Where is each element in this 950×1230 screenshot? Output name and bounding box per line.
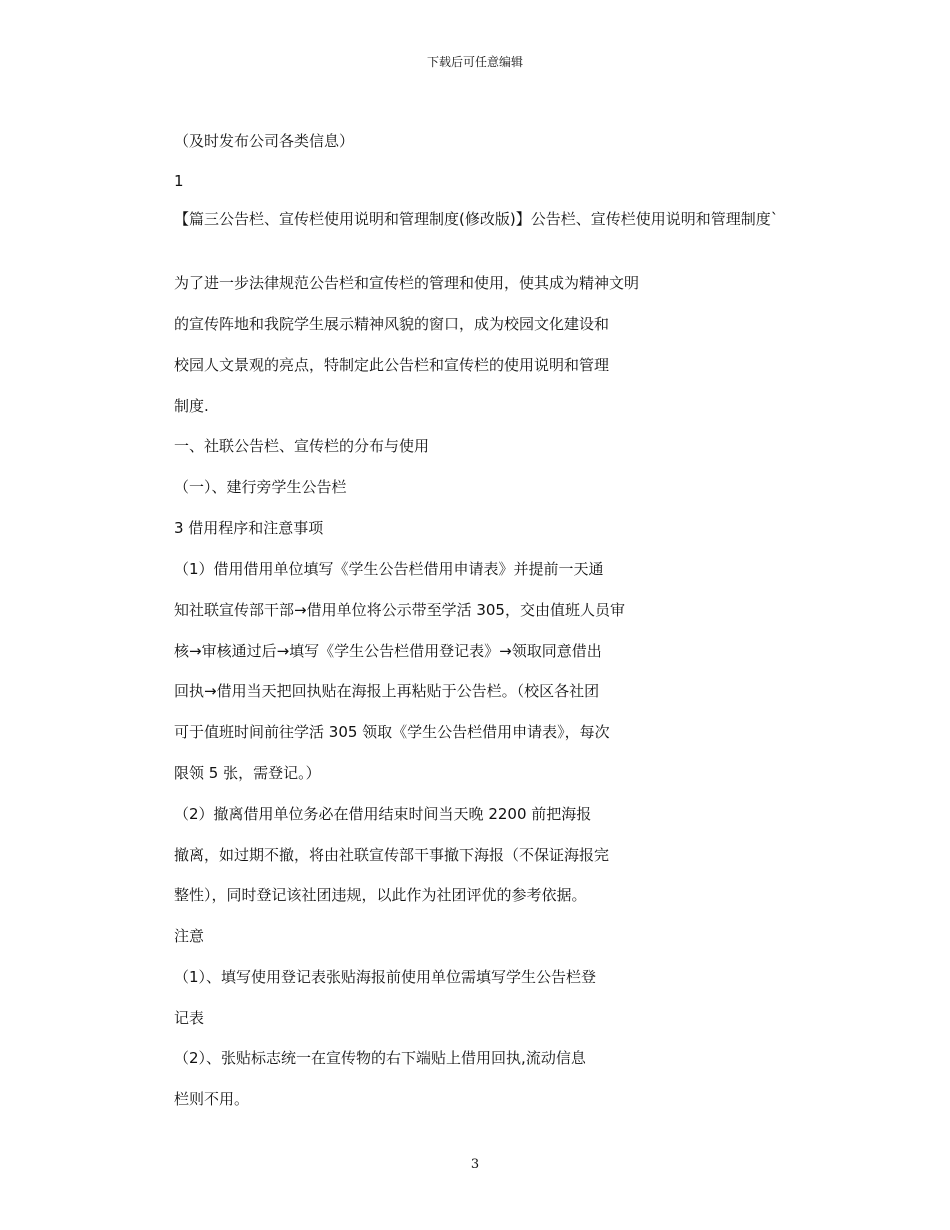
paragraph-line: 回执→借用当天把回执贴在海报上再粘贴于公告栏。（校区各社团 [174,682,600,700]
paragraph-line: 制度. [174,397,209,415]
paragraph-line: 整性），同时登记该社团违规，以此作为社团评优的参考依据。 [174,886,587,904]
paragraph-line: （1）借用借用单位填写《学生公告栏借用申请表》并提前一天通 [174,560,604,578]
paragraph-line: 校园人文景观的亮点，特制定此公告栏和宣传栏的使用说明和管理 [174,356,610,374]
paragraph-line: 栏则不用。 [174,1090,250,1108]
paragraph-line: （1）、填写使用登记表张贴海报前使用单位需填写学生公告栏登 [174,968,597,986]
paragraph-line: 可于值班时间前往学活 305 领取《学生公告栏借用申请表》，每次 [174,723,610,741]
page-number: 3 [470,1157,480,1172]
section-title: 【篇三公告栏、宣传栏使用说明和管理制度(修改版)】公告栏、宣传栏使用说明和管理制度` [174,210,779,228]
paragraph-line: 知社联宣传部干部→借用单位将公示带至学活 305，交由值班人员审 [174,601,625,619]
paragraph-line: （2）、张贴标志统一在宣传物的右下端贴上借用回执,流动信息 [174,1049,586,1067]
paragraph-line: （2）撤离借用单位务必在借用结束时间当天晚 2200 前把海报 [174,805,592,823]
paragraph-line: 记表 [174,1009,205,1027]
paragraph-line: 限领 5 张，需登记。） [174,764,321,782]
heading-line: 注意 [174,927,205,945]
heading-line: 一、社联公告栏、宣传栏的分布与使用 [174,437,430,455]
paragraph-line: 的宣传阵地和我院学生展示精神风貌的窗口，成为校园文化建设和 [174,315,610,333]
page-header: 下载后可任意编辑 [426,55,523,69]
paragraph-line: 1 [174,172,184,190]
paragraph-line: 核→审核通过后→填写《学生公告栏借用登记表》→领取同意借出 [174,642,602,660]
paragraph-line: （及时发布公司各类信息） [174,132,355,150]
paragraph-line: 撤离，如过期不撤，将由社联宣传部干事撤下海报（不保证海报完 [174,846,610,864]
heading-line: （一）、建行旁学生公告栏 [174,478,347,496]
heading-line: 3 借用程序和注意事项 [174,519,324,537]
paragraph-line: 为了进一步法律规范公告栏和宣传栏的管理和使用，使其成为精神文明 [174,274,640,292]
